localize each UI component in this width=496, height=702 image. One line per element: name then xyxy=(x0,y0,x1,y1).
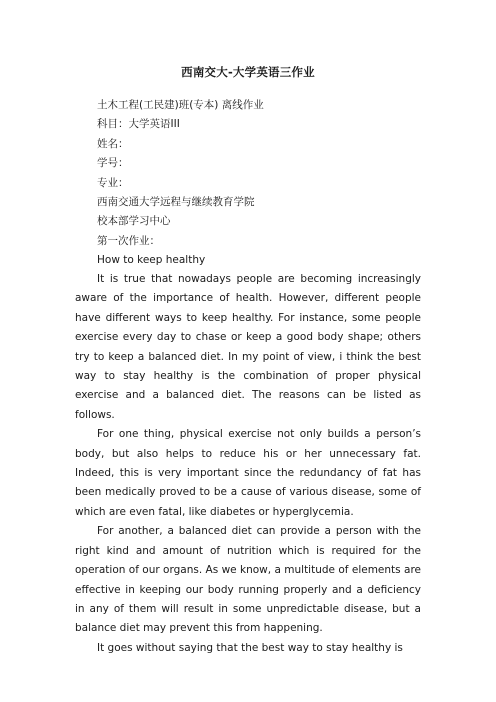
meta-major-line: 专业： xyxy=(97,176,129,189)
meta-school-line: 西南交通大学远程与继续教育学院 xyxy=(97,196,255,209)
essay-paragraph: It is true that nowadays people are becoming increasingly aware of the importance of health. However, different people have different ways to keep healthy. For instance, some people exercise every day to chase or keep a good body shape; others try to keep a balanced diet. In my point of view, i think the best way to stay healthy is the combination of proper physical exercise and a balanced diet. The reasons can be listed as follows. xyxy=(75,273,421,421)
meta-name-line: 姓名： xyxy=(97,137,129,150)
document-meta xyxy=(97,96,264,251)
essay-paragraph: It goes without saying that the best way to stay healthy is xyxy=(97,641,403,654)
meta-center-line: 校本部学习中心 xyxy=(97,215,171,228)
meta-assignment-line: 第一次作业： xyxy=(97,234,160,247)
meta-course-line: 土木工程(工民建)班(专本) 离线作业 xyxy=(97,99,264,111)
meta-subject-line: 科目：大学英语III xyxy=(97,118,180,131)
document-title: 西南交大-大学英语三作业 xyxy=(181,65,315,79)
essay-paragraph: For one thing, physical exercise not only builds a person’s body, but also helps to reduce his or her unnecessary fat. Indeed, this is very important since the redundancy of fat has been medically proved to be a cause of various disease, some of which are even fatal, like diabetes or hyperglycemia. xyxy=(75,428,421,518)
essay-body xyxy=(75,270,421,658)
essay-paragraph: For another, a balanced diet can provide a person with the right kind and amount of nutrition which is required for the operation of our organs. As we know, a multitude of elements are effective in keeping our body running properly and a deficiency in any of them will result in some unpredictable disease, but a balance diet may prevent this from happening. xyxy=(75,525,421,635)
essay-title: How to keep healthy xyxy=(97,254,206,266)
meta-student-id-line: 学号： xyxy=(97,157,129,170)
